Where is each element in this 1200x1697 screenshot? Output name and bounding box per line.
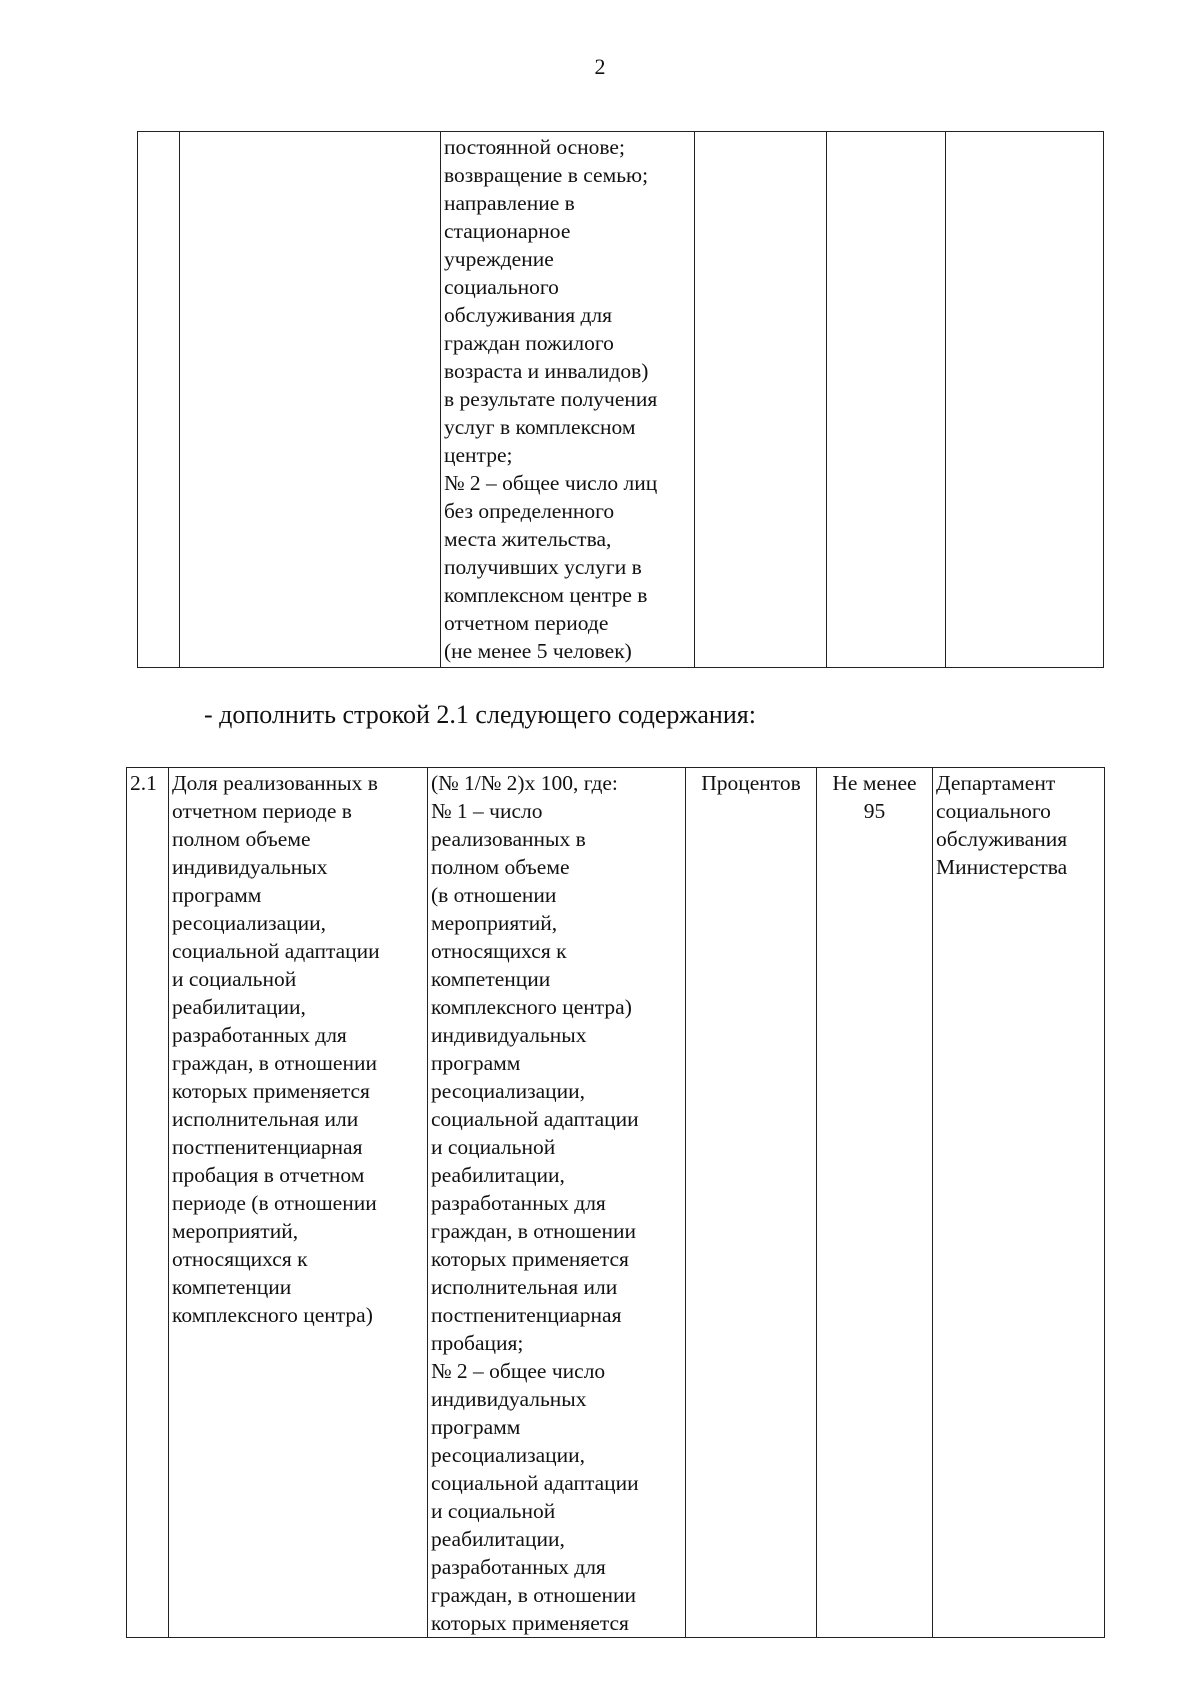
cell-text-line: комплексного центра)	[172, 1303, 373, 1327]
cell-text-line: социального	[936, 799, 1051, 823]
cell-text-line: полном объеме	[431, 855, 570, 879]
page-number: 2	[594, 54, 606, 79]
cell-text-line: возраста и инвалидов)	[444, 359, 649, 383]
table-row-2-1	[126, 767, 1105, 1638]
responsible-cell	[933, 768, 1105, 1638]
cell-text-line: № 2 – общее число лиц	[444, 471, 658, 495]
target-cell	[817, 768, 933, 1638]
indicator-cell	[180, 132, 441, 668]
cell-text-line: № 2 – общее число	[431, 1359, 606, 1383]
cell-text-line: реабилитации,	[431, 1527, 565, 1551]
cell-text-line: Не менее	[832, 771, 917, 795]
cell-text-line: ресоциализации,	[172, 911, 327, 935]
cell-text-line: полном объеме	[172, 827, 311, 851]
cell-text-line: социального	[444, 275, 559, 299]
table-row	[127, 768, 1105, 1638]
cell-text-line: в результате получения	[444, 387, 658, 411]
table-row	[138, 132, 1104, 668]
cell-text-line: (не менее 5 человек)	[444, 639, 632, 663]
cell-text-line: комплексном центре в	[444, 583, 648, 607]
cell-text-line: пробация в отчетном	[172, 1163, 365, 1187]
formula-cell	[441, 132, 695, 668]
cell-text-line: (№ 1/№ 2)х 100, где:	[431, 771, 618, 795]
cell-text-line: постоянной основе;	[444, 135, 625, 159]
cell-text-line: граждан пожилого	[444, 331, 614, 355]
indicator-cell	[169, 768, 428, 1638]
cell-text-line: постпенитенциарная	[431, 1303, 622, 1327]
cell-text-line: и социальной	[172, 967, 297, 991]
responsible-cell	[946, 132, 1104, 668]
cell-text-line: стационарное	[444, 219, 571, 243]
cell-text-line: индивидуальных	[431, 1023, 587, 1047]
cell-text-line: разработанных для	[172, 1023, 347, 1047]
cell-text-line: возвращение в семью;	[444, 163, 649, 187]
cell-text-line: разработанных для	[431, 1191, 606, 1215]
cell-text-line: Департамент	[936, 771, 1056, 795]
cell-text-line: относящихся к	[172, 1247, 308, 1271]
cell-text-line: ресоциализации,	[431, 1079, 586, 1103]
cell-text-line: места жительства,	[444, 527, 612, 551]
instruction-text: - дополнить строкой 2.1 следующего содержания:	[204, 700, 756, 729]
cell-text-line: отчетном периоде в	[172, 799, 352, 823]
cell-text-line: программ	[431, 1415, 521, 1439]
table-continuation	[137, 131, 1104, 668]
cell-text-line: исполнительная или	[431, 1275, 618, 1299]
cell-text-line: компетенции	[431, 967, 551, 991]
cell-text-line: исполнительная или	[172, 1107, 359, 1131]
target-cell	[827, 132, 946, 668]
cell-text-line: обслуживания для	[444, 303, 613, 327]
cell-text-line: и социальной	[431, 1135, 556, 1159]
cell-text-line: индивидуальных	[172, 855, 328, 879]
cell-text-line: обслуживания	[936, 827, 1068, 851]
cell-text-line: социальной адаптации	[172, 939, 380, 963]
cell-text-line: программ	[172, 883, 262, 907]
cell-text-line: (в отношении	[431, 883, 557, 907]
cell-text-line: услуг в комплексном	[444, 415, 636, 439]
cell-text-line: Доля реализованных в	[172, 771, 378, 795]
cell-text-line: разработанных для	[431, 1555, 606, 1579]
cell-text-line: которых применяется	[431, 1247, 629, 1271]
cell-text-line: социальной адаптации	[431, 1107, 639, 1131]
cell-text-line: и социальной	[431, 1499, 556, 1523]
cell-text-line: отчетном периоде	[444, 611, 609, 635]
cell-text-line: программ	[431, 1051, 521, 1075]
row-number-cell: 2.1	[127, 768, 169, 1638]
formula-cell	[428, 768, 686, 1638]
cell-text-line: граждан, в отношении	[172, 1051, 377, 1075]
cell-text-line: 95	[863, 799, 886, 823]
cell-text-line: реабилитации,	[172, 995, 306, 1019]
cell-text-line: индивидуальных	[431, 1387, 587, 1411]
cell-text-line: центре;	[444, 443, 513, 467]
cell-text-line: которых применяется	[172, 1079, 370, 1103]
cell-text-line: № 1 – число	[431, 799, 543, 823]
row-number-cell	[138, 132, 180, 668]
cell-text-line: периоде (в отношении	[172, 1191, 377, 1215]
cell-text-line: получивших услуги в	[444, 555, 642, 579]
cell-text-line: компетенции	[172, 1275, 292, 1299]
cell-text-line: ресоциализации,	[431, 1443, 586, 1467]
cell-text-line: граждан, в отношении	[431, 1583, 636, 1607]
cell-text-line: постпенитенциарная	[172, 1135, 363, 1159]
cell-text-line: пробация;	[431, 1331, 524, 1355]
cell-text-line: направление в	[444, 191, 575, 215]
cell-text-line: реабилитации,	[431, 1163, 565, 1187]
cell-text-line: Министерства	[936, 855, 1068, 879]
unit-cell: Процентов	[686, 768, 817, 1638]
cell-text-line: граждан, в отношении	[431, 1219, 636, 1243]
cell-text-line: реализованных в	[431, 827, 586, 851]
cell-text-line: мероприятий,	[172, 1219, 299, 1243]
cell-text-line: комплексного центра)	[431, 995, 632, 1019]
unit-cell	[695, 132, 827, 668]
cell-text-line: мероприятий,	[431, 911, 558, 935]
cell-text-line: которых применяется	[431, 1611, 629, 1635]
cell-text-line: учреждение	[444, 247, 554, 271]
cell-text-line: без определенного	[444, 499, 615, 523]
cell-text-line: социальной адаптации	[431, 1471, 639, 1495]
cell-text-line: относящихся к	[431, 939, 567, 963]
